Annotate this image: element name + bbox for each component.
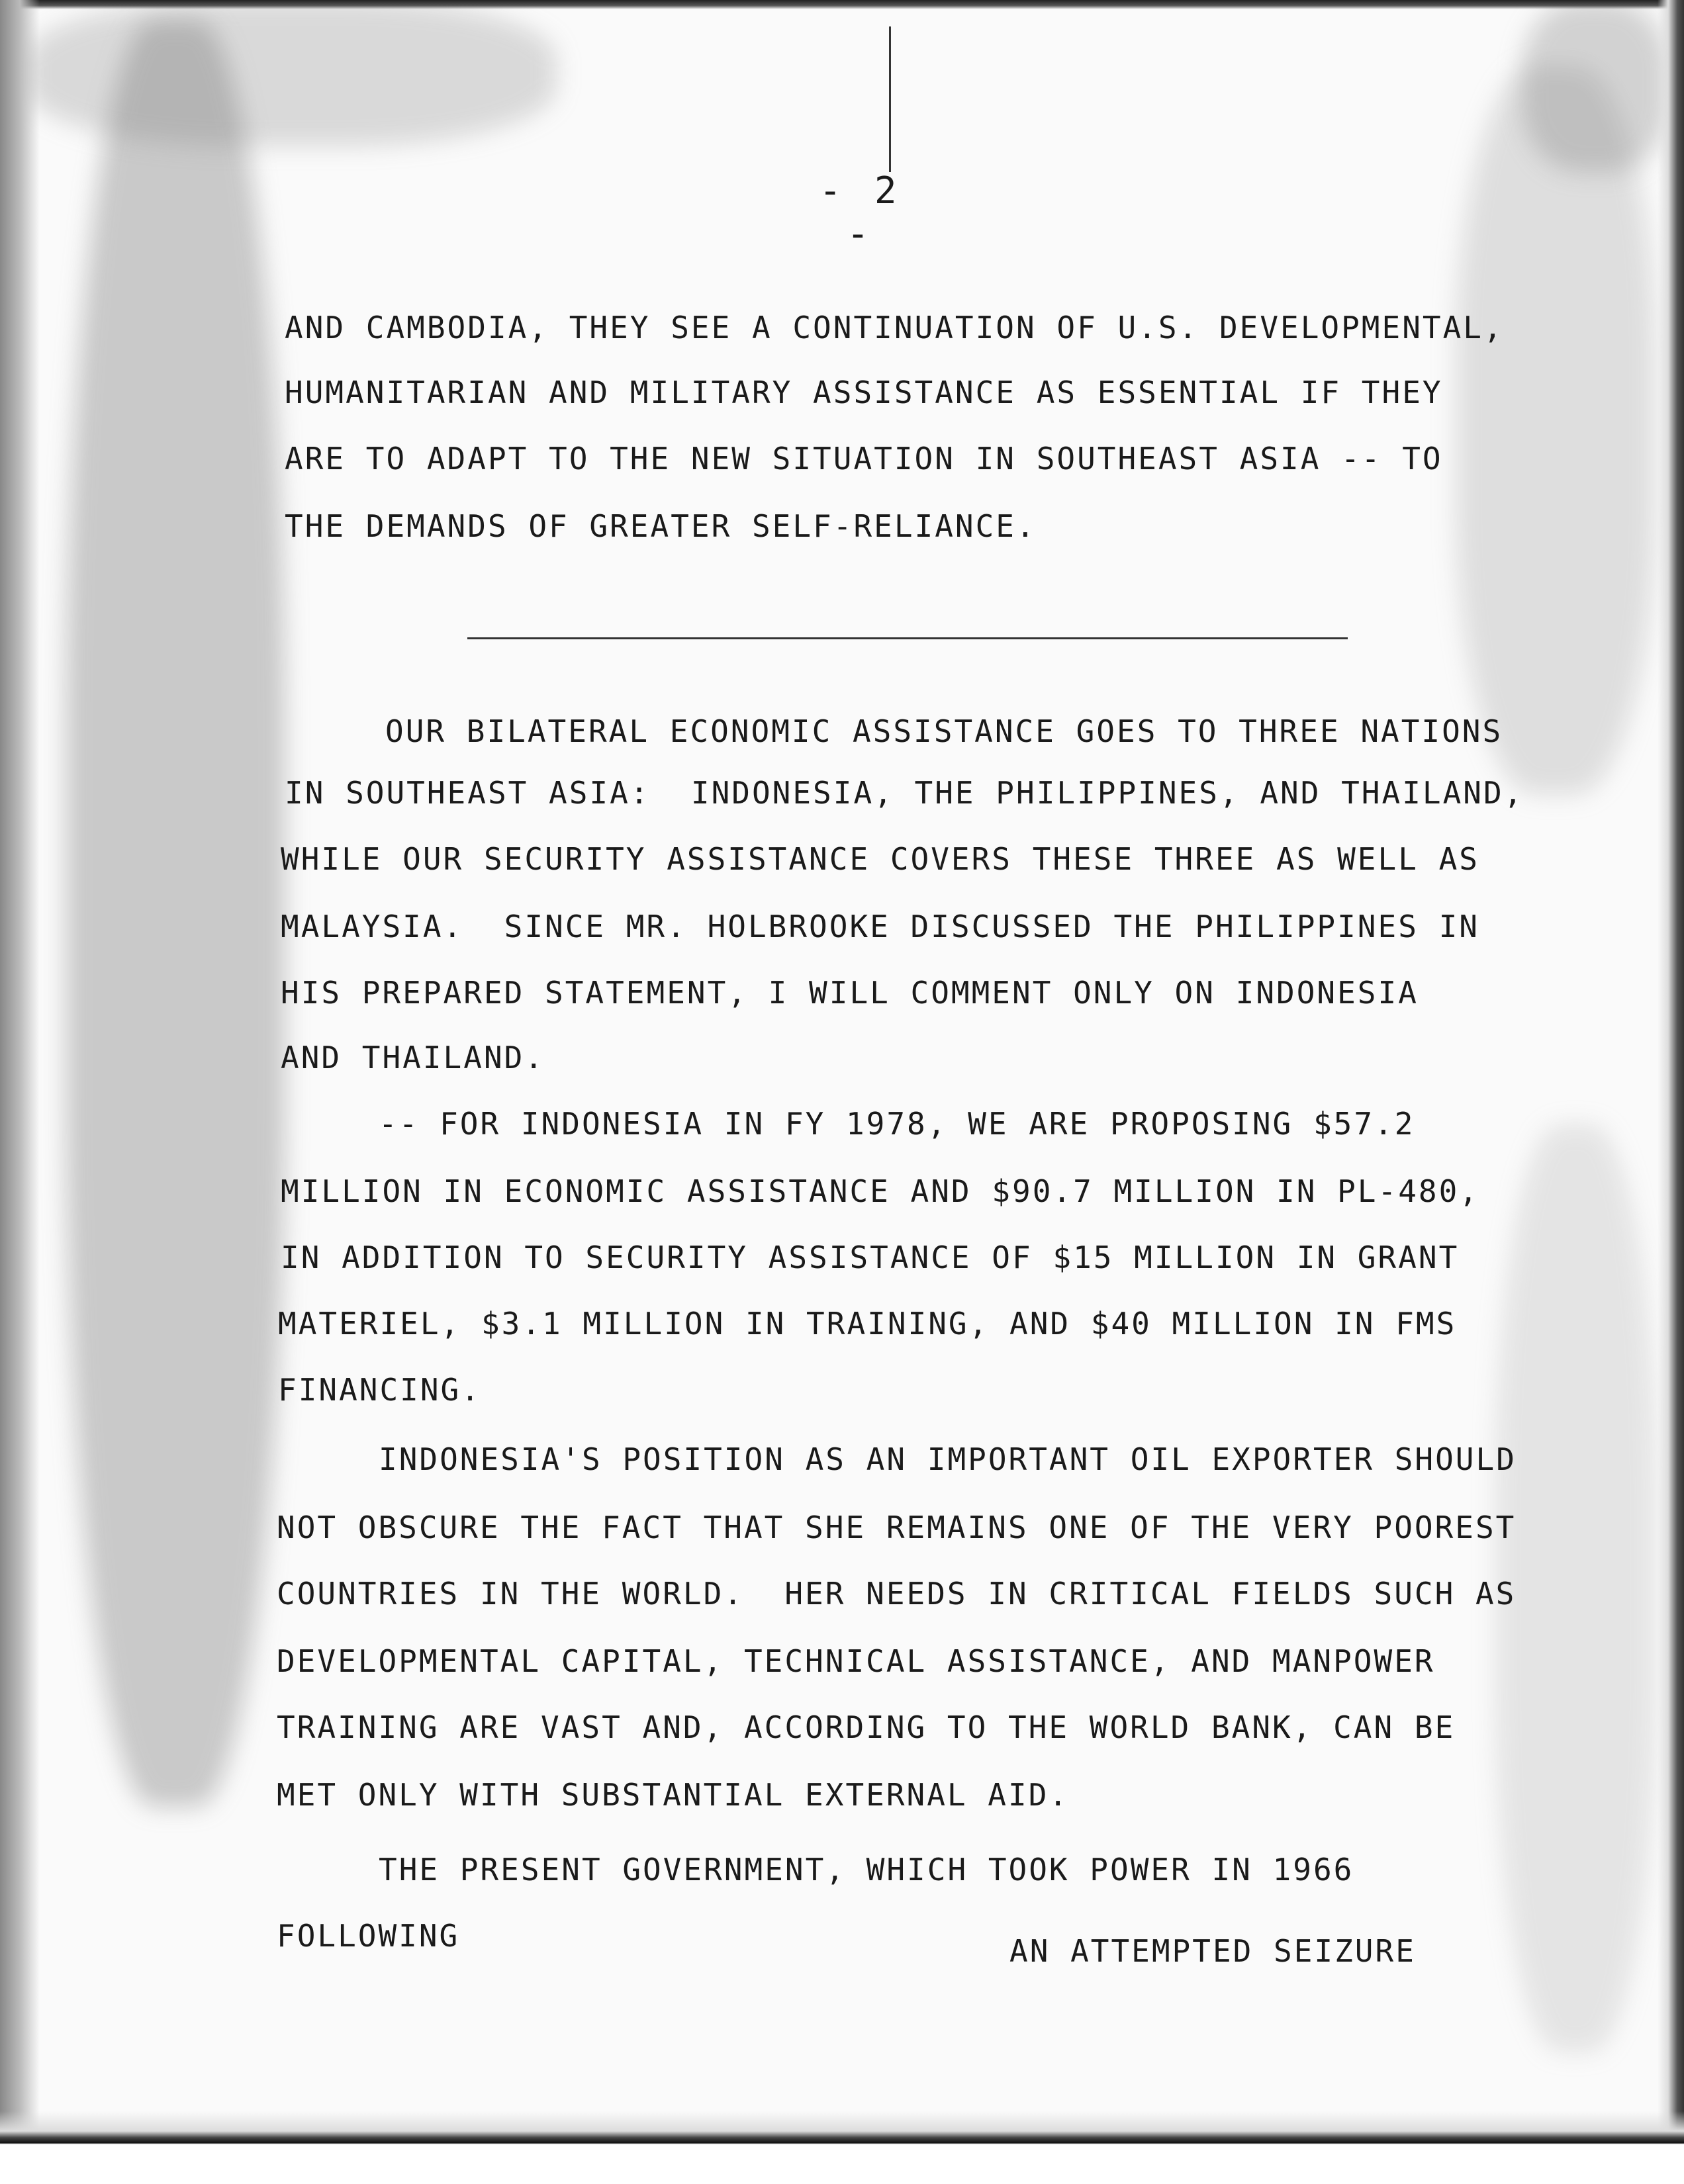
text-line: ARE TO ADAPT TO THE NEW SITUATION IN SOUTHEAST ASIA -- TO (285, 441, 1443, 477)
text-line: NOT OBSCURE THE FACT THAT SHE REMAINS ONE OF THE VERY POOREST (277, 1510, 1517, 1545)
scan-smudge-right-top (1456, 66, 1655, 794)
registration-mark (889, 26, 891, 172)
scan-smudge-top-right (1522, 0, 1668, 172)
text-line: OUR BILATERAL ECONOMIC ASSISTANCE GOES TO THREE NATIONS (385, 713, 1503, 749)
text-line: IN SOUTHEAST ASIA: INDONESIA, THE PHILIPPINES, AND THAILAND, (285, 775, 1524, 811)
scan-smudge-left (66, 20, 285, 1807)
scan-edge-top (13, 0, 1671, 9)
text-line: IN ADDITION TO SECURITY ASSISTANCE OF $15 MILLION IN GRANT (281, 1240, 1460, 1275)
text-line: -- FOR INDONESIA IN FY 1978, WE ARE PROPOSING $57.2 (379, 1106, 1415, 1142)
text-line: AND THAILAND. (281, 1040, 545, 1075)
text-line: MET ONLY WITH SUBSTANTIAL EXTERNAL AID. (277, 1777, 1070, 1813)
text-line: MILLION IN ECONOMIC ASSISTANCE AND $90.7 MILLION IN PL-480, (281, 1173, 1479, 1209)
text-line: MALAYSIA. SINCE MR. HOLBROOKE DISCUSSED THE PHILIPPINES IN (281, 909, 1479, 944)
text-line: HIS PREPARED STATEMENT, I WILL COMMENT ONLY ON INDONESIA (281, 975, 1419, 1011)
text-line: AN ATTEMPTED SEIZURE (1009, 1933, 1416, 1969)
text-line: DEVELOPMENTAL CAPITAL, TECHNICAL ASSISTANCE, AND MANPOWER (277, 1643, 1435, 1679)
section-divider (467, 637, 1348, 639)
text-line: THE DEMANDS OF GREATER SELF-RELIANCE. (285, 508, 1037, 544)
text-line: COUNTRIES IN THE WORLD. HER NEEDS IN CRITICAL FIELDS SUCH AS (277, 1576, 1517, 1612)
scan-smudge-top-left (26, 0, 556, 146)
scan-smudge-right-bottom (1496, 1125, 1655, 2052)
text-line: THE PRESENT GOVERNMENT, WHICH TOOK POWER IN 1966 (379, 1852, 1354, 1888)
scan-edge-bottom (0, 2111, 1684, 2184)
text-line: FINANCING. (278, 1372, 481, 1408)
scan-edge-left (0, 0, 40, 2184)
page-number: - 2 - (819, 169, 902, 255)
text-line: WHILE OUR SECURITY ASSISTANCE COVERS THESE THREE AS WELL AS (281, 841, 1479, 877)
text-line: TRAINING ARE VAST AND, ACCORDING TO THE WORLD BANK, CAN BE (277, 1709, 1456, 1745)
text-line: MATERIEL, $3.1 MILLION IN TRAINING, AND $40 MILLION IN FMS (278, 1306, 1457, 1342)
scan-edge-right (1658, 0, 1684, 2184)
text-line: AND CAMBODIA, THEY SEE A CONTINUATION OF U.S. DEVELOPMENTAL, (285, 310, 1504, 345)
text-line: INDONESIA'S POSITION AS AN IMPORTANT OIL EXPORTER SHOULD (379, 1441, 1517, 1477)
text-line: FOLLOWING (277, 1918, 460, 1954)
text-line: HUMANITARIAN AND MILITARY ASSISTANCE AS ESSENTIAL IF THEY (285, 375, 1443, 410)
